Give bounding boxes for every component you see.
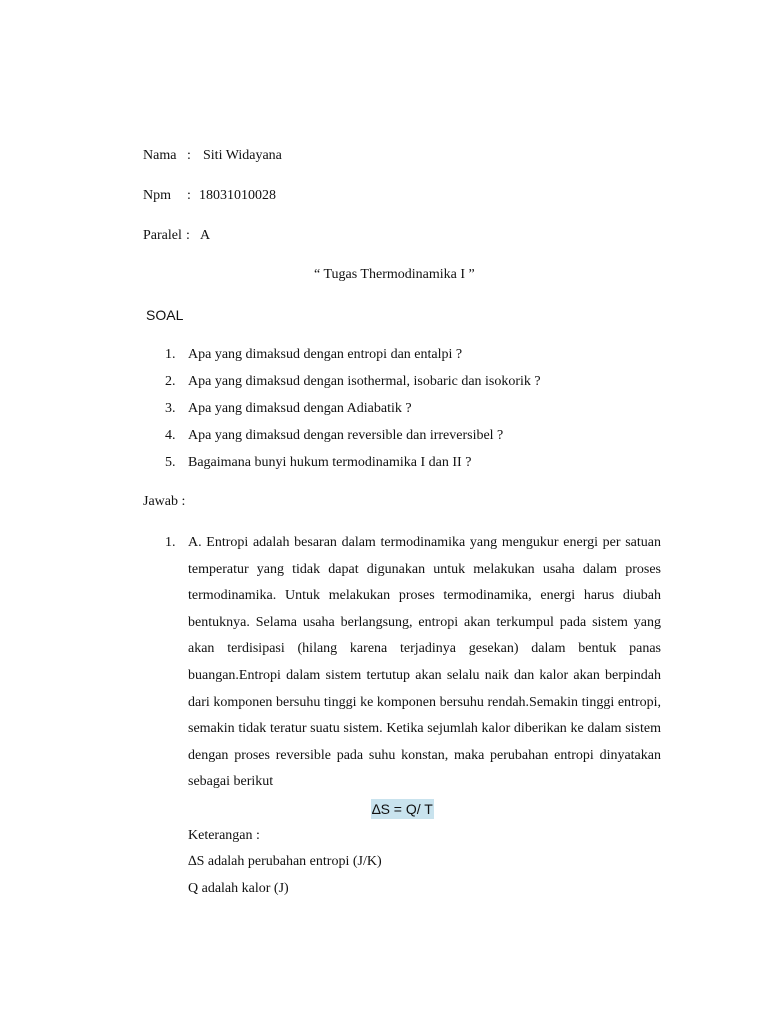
paralel-line xyxy=(143,227,211,245)
keterangan-item: Q adalah kalor (J) xyxy=(188,881,289,896)
npm-label: Npm xyxy=(143,188,171,203)
nama-separator: : xyxy=(187,148,191,163)
list-item-text: Apa yang dimaksud dengan entropi dan entalpi ? xyxy=(188,347,463,362)
list-item-number: 5. xyxy=(165,455,176,470)
list-item-number: 4. xyxy=(165,428,176,443)
nama-label: Nama xyxy=(143,148,177,163)
list-item-text: Apa yang dimaksud dengan Adiabatik ? xyxy=(188,401,412,416)
list-item-number: 2. xyxy=(165,374,176,389)
list-item-number: 3. xyxy=(165,401,176,416)
answer-paragraph: A. Entropi adalah besaran dalam termodinamika yang mengukur energi per satuan temperatur yang tidak dapat digunakan untuk melakukan usaha dalam proses termodinamika. Untuk melakukan proses termodinamika, energi harus diubah bentuknya. Selama usaha berlangsung, entropi akan terkumpul pada sistem yang akan terdisipasi (hilang karena terjadinya gesekan) dalam bentuk panas buangan.Entropi dalam sistem tertutup akan selalu naik dan kalor akan berpindah dari komponen bersuhu tinggi ke komponen bersuhu rendah.Semakin tinggi entropi, semakin tidak teratur suatu sistem. Ketika sejumlah kalor diberikan ke dalam sistem dengan proses reversible pada suhu konstan, maka perubahan entropi dinyatakan sebagai berikut xyxy=(188,535,661,790)
npm-value: 18031010028 xyxy=(199,188,276,203)
list-item-text: Bagaimana bunyi hukum termodinamika I dan II ? xyxy=(188,455,472,470)
list-item-text: Apa yang dimaksud dengan isothermal, isobaric dan isokorik ? xyxy=(188,374,541,389)
paralel-value: A xyxy=(200,228,211,243)
answer-number: 1. xyxy=(165,535,176,550)
keterangan-item: ∆S adalah perubahan entropi (J/K) xyxy=(188,854,382,869)
nama-line xyxy=(143,147,282,165)
list-item-number: 1. xyxy=(165,347,176,362)
paralel-separator: : xyxy=(186,228,190,243)
npm-line xyxy=(143,187,276,205)
npm-separator: : xyxy=(187,188,191,203)
nama-value: Siti Widayana xyxy=(203,148,282,163)
jawab-heading: Jawab : xyxy=(143,494,186,509)
soal-heading: SOAL xyxy=(146,307,184,323)
entropy-formula: ∆S = Q/ T xyxy=(372,801,433,817)
list-item-text: Apa yang dimaksud dengan reversible dan irreversibel ? xyxy=(188,428,504,443)
document-title: “ Tugas Thermodinamika I ” xyxy=(314,267,475,282)
keterangan-heading: Keterangan : xyxy=(188,828,260,843)
paralel-label: Paralel xyxy=(143,228,182,243)
